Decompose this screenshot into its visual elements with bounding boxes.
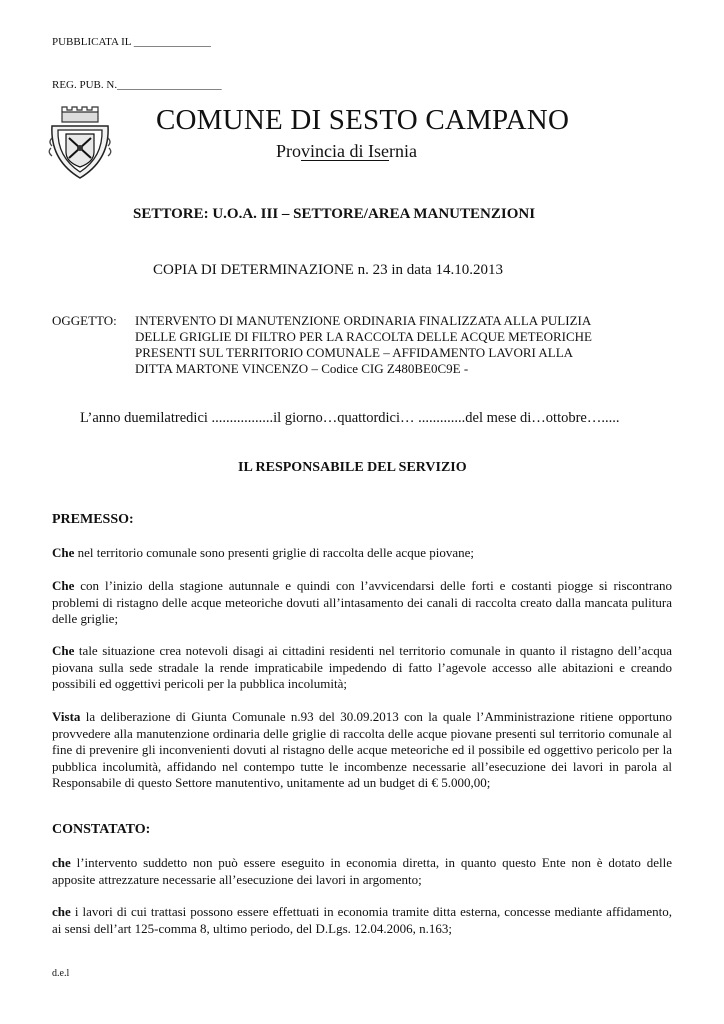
constatato-paragraph-1 [52,855,672,888]
province-pre: Pro [276,141,302,161]
determination-title: COPIA DI DETERMINAZIONE n. 23 in data 14.10.2013 [153,262,503,278]
paragraph-lead: Vista [52,709,81,724]
registry-line [52,79,222,91]
published-label: PUBBLICATA IL [52,36,132,48]
published-line [52,36,211,48]
subject-line-3: PRESENTI SUL TERRITORIO COMUNALE – AFFIDAMENTO LAVORI ALLA [135,345,574,360]
premesso-paragraph-1 [52,545,672,562]
subject-line-4: DITTA MARTONE VINCENZO – Codice CIG Z480BE0C9E - [135,361,469,376]
date-line: L’anno duemilatredici .................il giorno…quattordici… .............del mese di…ottobre…..... [80,410,620,426]
coat-of-arms-emblem [40,102,120,184]
subject-line-2: DELLE GRIGLIE DI FILTRO PER LA RACCOLTA DELLE ACQUE METEORICHE [135,329,592,344]
paragraph-text: l’intervento suddetto non può essere eseguito in economia diretta, in quanto questo Ente non è dotato delle apposite attrezzature necessarie all’esecuzione dei lavori in argomento; [52,855,672,887]
constatato-heading: CONSTATATO: [52,822,151,837]
paragraph-lead: che [52,904,71,919]
paragraph-lead: Che [52,578,75,593]
paragraph-lead: Che [52,643,75,658]
registry-blank: ___________________ [117,79,222,91]
province-name [276,141,417,162]
sector-title: SETTORE: U.O.A. III – SETTORE/AREA MANUTENZIONI [133,206,536,222]
paragraph-text: i lavori di cui trattasi possono essere effettuati in economia tramite ditta esterna, concesse mediante affidamento, ai sensi dell’art 125-comma 8, ultimo periodo, del D.Lgs. 12.04.2006, n.163; [52,904,672,936]
paragraph-text: nel territorio comunale sono presenti griglie di raccolta delle acque piovane; [74,545,474,560]
published-blank: ______________ [133,36,211,48]
premesso-paragraph-2 [52,578,672,628]
premesso-heading: PREMESSO: [52,512,134,527]
footer-initials: d.e.l [52,968,70,979]
premesso-paragraph-4 [52,709,672,792]
paragraph-text: tale situazione crea notevoli disagi ai cittadini residenti nel territorio comunale in quanto il ristagno dell’acqua piovana sulla sede stradale la rende impraticabile impedendo di fatto l’agevole accesso alle abitazioni e creando possibili ed oggettivi pericoli per la pubblica incolumità; [52,643,672,691]
paragraph-text: la deliberazione di Giunta Comunale n.93 del 30.09.2013 con la quale l’Amministrazione ritiene opportuno provvedere alla manutenzione ordinaria delle griglie di raccolta delle acque piovane presenti sul territorio comunale al fine di prevenire gli inconvenienti dovuti al ristagno delle acque meteoriche ed il possibile ed oggettivo pericolo per la pubblica incolumità, affidando nel contempo tutte le incombenze necessarie all’esecuzione dei lavori in parola al Responsabile di questo Settore manutentivo, unitamente ad un budget di € 5.000,00; [52,709,672,790]
premesso-paragraph-3 [52,643,672,693]
constatato-paragraph-2 [52,904,672,937]
paragraph-lead: Che [52,545,75,560]
subject-line-1: INTERVENTO DI MANUTENZIONE ORDINARIA FINALIZZATA ALLA PULIZIA [135,313,592,328]
subject-label: OGGETTO: [52,313,117,328]
responsible-heading: IL RESPONSABILE DEL SERVIZIO [238,460,467,475]
province-underlined: vincia di Ise [301,141,389,161]
province-post: rnia [389,141,417,161]
paragraph-lead: che [52,855,71,870]
registry-label: REG. PUB. N. [52,79,118,91]
municipality-name: COMUNE DI SESTO CAMPANO [156,104,570,136]
paragraph-text: con l’inizio della stagione autunnale e quindi con l’avvicendarsi delle forti e costanti piogge si riscontrano problemi di ristagno delle acque meteoriche dovuti all’intasamento dei canali di raccolta creato dalla mancata pulitura delle griglie; [52,578,672,626]
